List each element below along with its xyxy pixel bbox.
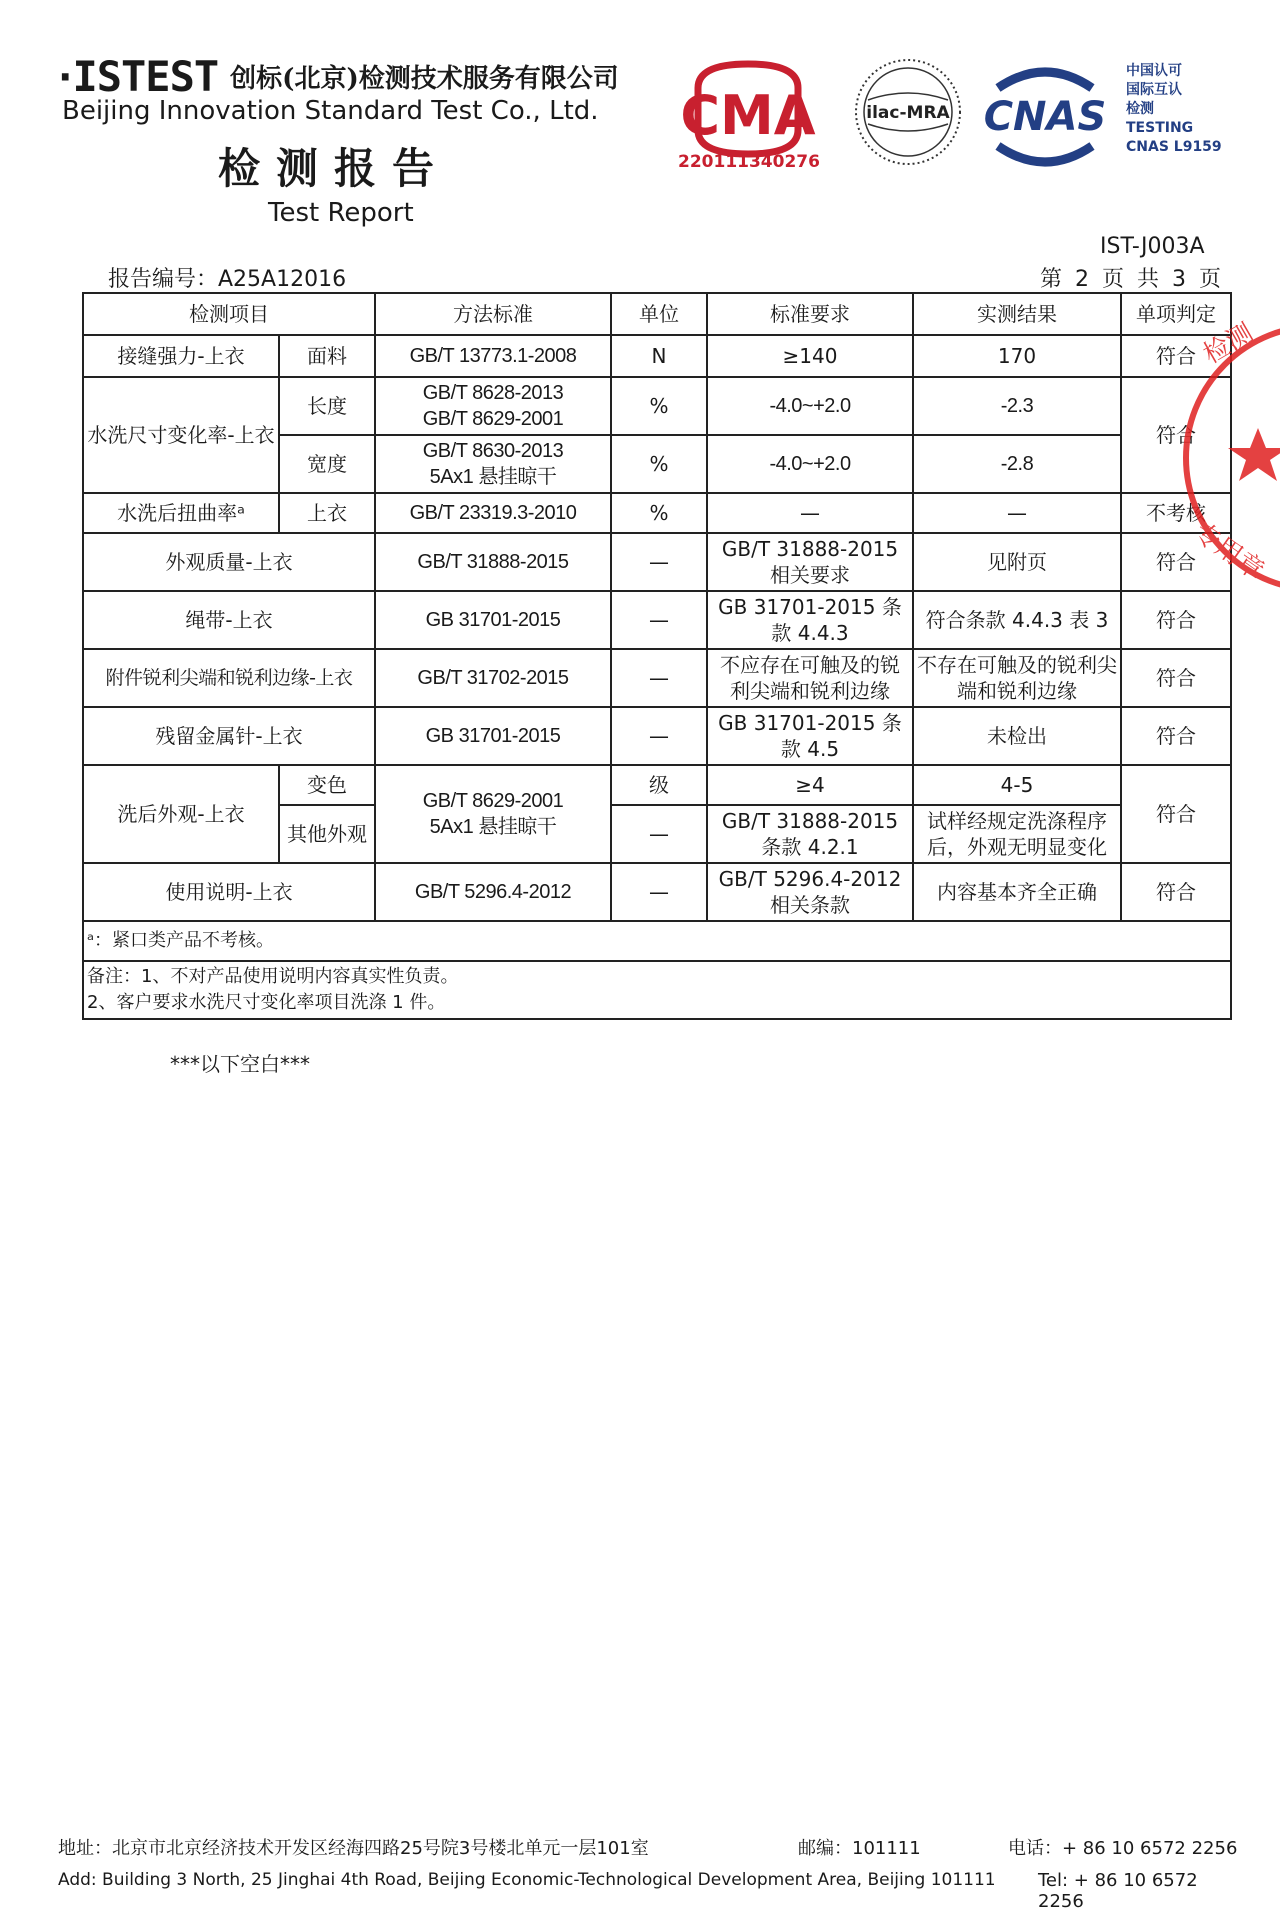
cell-judge: 符合 xyxy=(1121,591,1231,649)
cell-sub: 上衣 xyxy=(279,493,375,533)
cell-req: ≥140 xyxy=(707,335,913,377)
cell-std: GB/T 31888-2015 xyxy=(375,533,611,591)
cell-item: 使用说明-上衣 xyxy=(83,863,375,921)
company-name-cn: 创标(北京)检测技术服务有限公司 xyxy=(230,64,619,94)
page-info: 第 2 页 共 3 页 xyxy=(1040,267,1224,292)
cell-unit: N xyxy=(611,335,707,377)
cell-res: 4-5 xyxy=(913,765,1121,805)
header-judgement: 单项判定 xyxy=(1121,293,1231,335)
company-logo xyxy=(58,52,619,101)
cell-res: 未检出 xyxy=(913,707,1121,765)
cnas-line: 中国认可 xyxy=(1126,63,1182,79)
cell-judge: 符合 xyxy=(1121,377,1231,493)
cnas-logo xyxy=(980,62,1110,172)
remark-2: 2、客户要求水洗尺寸变化率项目洗涤 1 件。 xyxy=(87,992,446,1013)
cell-sub: 长度 xyxy=(279,377,375,435)
table-header-row xyxy=(83,293,1231,335)
cnas-accreditation-text xyxy=(1126,62,1222,157)
footer-phone-cn: 电话：+ 86 10 6572 2256 xyxy=(1008,1838,1238,1859)
cell-item: 接缝强力-上衣 xyxy=(83,335,279,377)
cell-req: -4.0~+2.0 xyxy=(707,435,913,493)
cell-res: -2.3 xyxy=(913,377,1121,435)
cell-sub: 宽度 xyxy=(279,435,375,493)
cell-std: GB/T 23319.3-2010 xyxy=(375,493,611,533)
cnas-logo-text: CNAS xyxy=(983,94,1107,140)
remarks-row xyxy=(83,961,1231,1019)
footer-phone-en: Tel: + 86 10 6572 2256 xyxy=(1038,1870,1198,1912)
footer-postcode: 邮编：101111 xyxy=(798,1838,921,1859)
cell-res: 内容基本齐全正确 xyxy=(913,863,1121,921)
cell-unit: % xyxy=(611,377,707,435)
ilac-mra-logo xyxy=(852,56,964,168)
cma-number: 220111340276 xyxy=(678,152,820,172)
cell-item: 水洗后扭曲率ᵃ xyxy=(83,493,279,533)
header-unit: 单位 xyxy=(611,293,707,335)
cell-item: 绳带-上衣 xyxy=(83,591,375,649)
cell-unit: — xyxy=(611,707,707,765)
cell-std: GB 31701-2015 xyxy=(375,591,611,649)
cell-req: — xyxy=(707,493,913,533)
cell-item: 水洗尺寸变化率-上衣 xyxy=(83,377,279,493)
cma-logo-text: CMA xyxy=(680,84,816,147)
cell-std: GB/T 13773.1-2008 xyxy=(375,335,611,377)
cnas-line: 国际互认 xyxy=(1126,82,1182,98)
cnas-line: CNAS L9159 xyxy=(1126,139,1222,155)
cell-sub: 面料 xyxy=(279,335,375,377)
form-code: IST-J003A xyxy=(1100,234,1205,259)
cell-res: 符合条款 4.4.3 表 3 xyxy=(913,591,1121,649)
remarks xyxy=(83,961,1231,1019)
report-number: 报告编号：A25A12016 xyxy=(108,267,347,292)
table-row xyxy=(83,533,1231,591)
cell-judge: 不考核 xyxy=(1121,493,1231,533)
cell-item: 残留金属针-上衣 xyxy=(83,707,375,765)
cell-req: GB 31701-2015 条款 4.5 xyxy=(707,707,913,765)
cell-req: ≥4 xyxy=(707,765,913,805)
cell-item: 附件锐利尖端和锐利边缘-上衣 xyxy=(83,649,375,707)
cell-item: 洗后外观-上衣 xyxy=(83,765,279,863)
cell-res: 见附页 xyxy=(913,533,1121,591)
cell-judge: 符合 xyxy=(1121,533,1231,591)
cell-res: 170 xyxy=(913,335,1121,377)
cell-unit: — xyxy=(611,805,707,863)
cell-judge: 符合 xyxy=(1121,863,1231,921)
table-row xyxy=(83,649,1231,707)
cell-sub: 变色 xyxy=(279,765,375,805)
cell-judge: 符合 xyxy=(1121,765,1231,863)
ilac-logo-text: ilac-MRA xyxy=(866,103,950,123)
cell-res: 试样经规定洗涤程序后，外观无明显变化 xyxy=(913,805,1121,863)
svg-text:检测: 检测 xyxy=(1198,318,1259,371)
svg-text:专用章: 专用章 xyxy=(1187,517,1270,587)
cell-std: GB/T 8630-2013 5Ax1 悬挂晾干 xyxy=(375,435,611,493)
cell-unit: % xyxy=(611,435,707,493)
cell-std: GB/T 5296.4-2012 xyxy=(375,863,611,921)
inspection-seal-stamp xyxy=(1178,308,1280,608)
footer-address-en: Add: Building 3 North, 25 Jinghai 4th Road, Beijing Economic-Technological Development Area, Beijing 101111 xyxy=(58,1870,996,1890)
report-title-en: Test Report xyxy=(268,198,414,228)
logo-dot: · xyxy=(58,54,73,99)
cell-std: GB 31701-2015 xyxy=(375,707,611,765)
header-method: 方法标准 xyxy=(375,293,611,335)
cell-std: GB/T 31702-2015 xyxy=(375,649,611,707)
logo-istest: ISTEST xyxy=(72,52,219,101)
company-name-en: Beijing Innovation Standard Test Co., Ltd. xyxy=(62,96,599,126)
table-row xyxy=(83,591,1231,649)
cell-res: -2.8 xyxy=(913,435,1121,493)
cell-req: -4.0~+2.0 xyxy=(707,377,913,435)
results-table-wrap xyxy=(82,292,1230,1020)
cell-unit: — xyxy=(611,863,707,921)
table-row xyxy=(83,765,1231,805)
cell-judge: 符合 xyxy=(1121,649,1231,707)
cell-req: GB/T 5296.4-2012 相关条款 xyxy=(707,863,913,921)
cell-item: 外观质量-上衣 xyxy=(83,533,375,591)
cell-std: GB/T 8629-2001 5Ax1 悬挂晾干 xyxy=(375,765,611,863)
cnas-line: TESTING xyxy=(1126,120,1194,136)
cell-req: 不应存在可触及的锐利尖端和锐利边缘 xyxy=(707,649,913,707)
table-row xyxy=(83,335,1231,377)
cell-req: GB/T 31888-2015 条款 4.2.1 xyxy=(707,805,913,863)
cell-unit: 级 xyxy=(611,765,707,805)
remark-1: 备注：1、不对产品使用说明内容真实性负责。 xyxy=(87,966,459,987)
cell-res: — xyxy=(913,493,1121,533)
cell-req: GB 31701-2015 条款 4.4.3 xyxy=(707,591,913,649)
footnote-row xyxy=(83,921,1231,961)
cell-req: GB/T 31888-2015 相关要求 xyxy=(707,533,913,591)
footnote: ᵃ：紧口类产品不考核。 xyxy=(83,921,1231,961)
header-requirement: 标准要求 xyxy=(707,293,913,335)
footer-address-cn: 地址：北京市北京经济技术开发区经海四路25号院3号楼北单元一层101室 xyxy=(58,1838,649,1859)
blank-below-note: ***以下空白*** xyxy=(170,1052,310,1076)
table-row xyxy=(83,707,1231,765)
cnas-line: 检测 xyxy=(1126,101,1154,117)
table-row xyxy=(83,863,1231,921)
cell-res: 不存在可触及的锐利尖端和锐利边缘 xyxy=(913,649,1121,707)
cell-sub: 其他外观 xyxy=(279,805,375,863)
header-result: 实测结果 xyxy=(913,293,1121,335)
cell-std: GB/T 8628-2013 GB/T 8629-2001 xyxy=(375,377,611,435)
cell-unit: % xyxy=(611,493,707,533)
cell-judge: 符合 xyxy=(1121,707,1231,765)
table-row xyxy=(83,377,1231,435)
cell-unit: — xyxy=(611,533,707,591)
header-item: 检测项目 xyxy=(83,293,375,335)
cell-judge: 符合 xyxy=(1121,335,1231,377)
report-title-cn: 检测报告 xyxy=(218,144,451,193)
cell-unit: — xyxy=(611,649,707,707)
results-table xyxy=(82,292,1232,1020)
cell-unit: — xyxy=(611,591,707,649)
table-row xyxy=(83,493,1231,533)
